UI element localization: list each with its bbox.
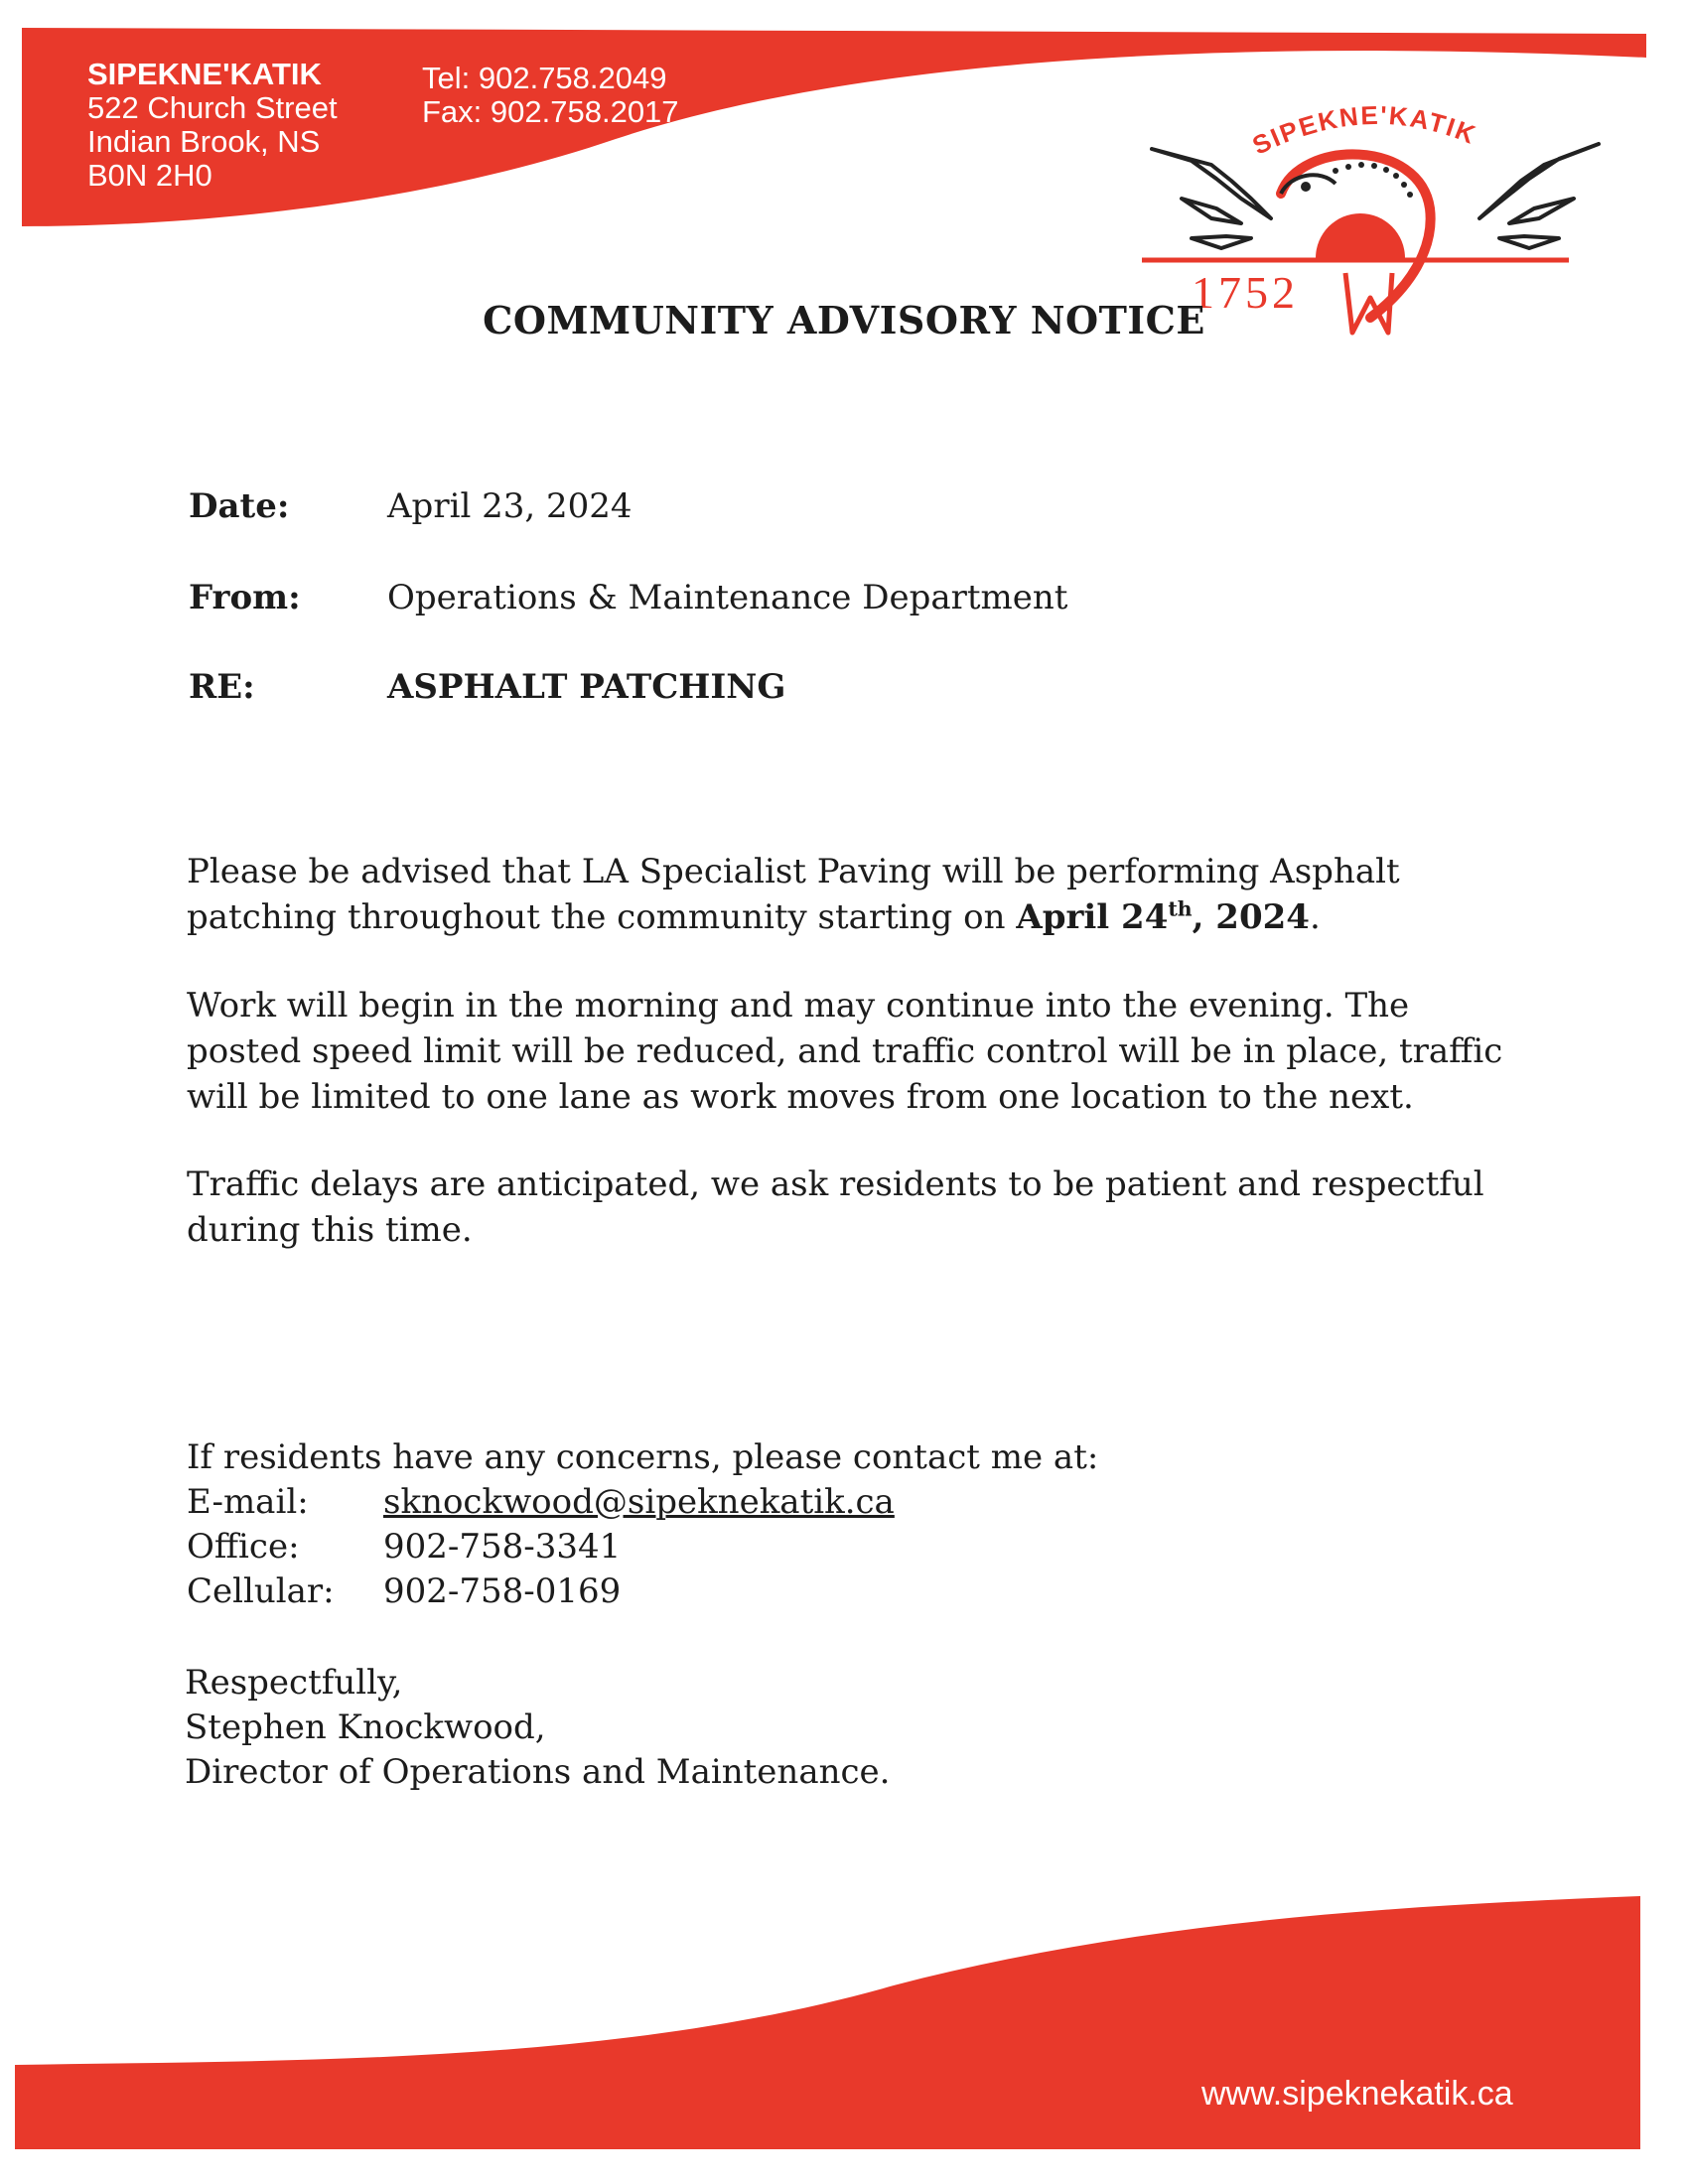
organization-address <box>87 58 338 193</box>
start-date <box>1016 897 1310 937</box>
p1-line-1: Please be advised that LA Specialist Paving will be performing Asphalt <box>187 852 1400 891</box>
advisory-paragraph-3 <box>187 1161 1507 1253</box>
fax-number: Fax: 902.758.2017 <box>422 94 679 129</box>
office-phone: 902-758-3341 <box>383 1527 622 1567</box>
footer-banner <box>0 1866 1688 2184</box>
start-date-year: , 2024 <box>1192 897 1310 937</box>
start-date-day: April 24 <box>1016 897 1169 937</box>
email-label: E-mail: <box>187 1482 309 1522</box>
email-link[interactable]: sknockwood@sipeknekatik.ca <box>383 1482 895 1522</box>
logo-arc-text: SIPEKNE'KATIK <box>1247 99 1481 161</box>
re-label: RE: <box>189 667 255 707</box>
from-label: From: <box>189 578 301 617</box>
contact-intro: If residents have any concerns, please contact me at: <box>187 1437 1099 1477</box>
footer-website: www.sipeknekatik.ca <box>1201 2075 1513 2113</box>
p1-line-2-lead: patching throughout the community starting on <box>187 897 1017 937</box>
signer-title: Director of Operations and Maintenance. <box>185 1752 891 1792</box>
advisory-paragraph-2 <box>187 983 1507 1120</box>
date-value: April 23, 2024 <box>387 486 633 526</box>
address-line-3: B0N 2H0 <box>87 158 212 193</box>
from-value: Operations & Maintenance Department <box>387 578 1068 617</box>
tel-number: Tel: 902.758.2049 <box>422 61 667 95</box>
notice-title: COMMUNITY ADVISORY NOTICE <box>483 298 1205 342</box>
header-phone-fax <box>422 62 679 129</box>
p3-line-2: during this time. <box>187 1210 473 1250</box>
re-value: ASPHALT PATCHING <box>387 667 786 707</box>
p2-line-3: will be limited to one lane as work moves from one location to the next. <box>187 1077 1414 1117</box>
signer-name: Stephen Knockwood, <box>185 1707 546 1747</box>
p1-end: . <box>1309 897 1321 937</box>
org-name: SIPEKNE'KATIK <box>87 57 322 91</box>
p3-line-1: Traffic delays are anticipated, we ask residents to be patient and respectful <box>187 1164 1484 1204</box>
date-label: Date: <box>189 486 290 526</box>
office-label: Office: <box>187 1527 300 1567</box>
cell-label: Cellular: <box>187 1571 335 1611</box>
logo-year: 1752 <box>1192 267 1299 318</box>
start-date-suffix: th <box>1168 896 1193 921</box>
advisory-paragraph-1 <box>187 849 1507 940</box>
closing-salutation: Respectfully, <box>185 1663 403 1703</box>
cell-phone: 902-758-0169 <box>383 1571 622 1611</box>
address-line-2: Indian Brook, NS <box>87 124 321 159</box>
p2-line-2: posted speed limit will be reduced, and traffic control will be in place, traffic <box>187 1031 1503 1071</box>
address-line-1: 522 Church Street <box>87 90 338 125</box>
p2-line-1: Work will begin in the morning and may continue into the evening. The <box>187 986 1410 1025</box>
